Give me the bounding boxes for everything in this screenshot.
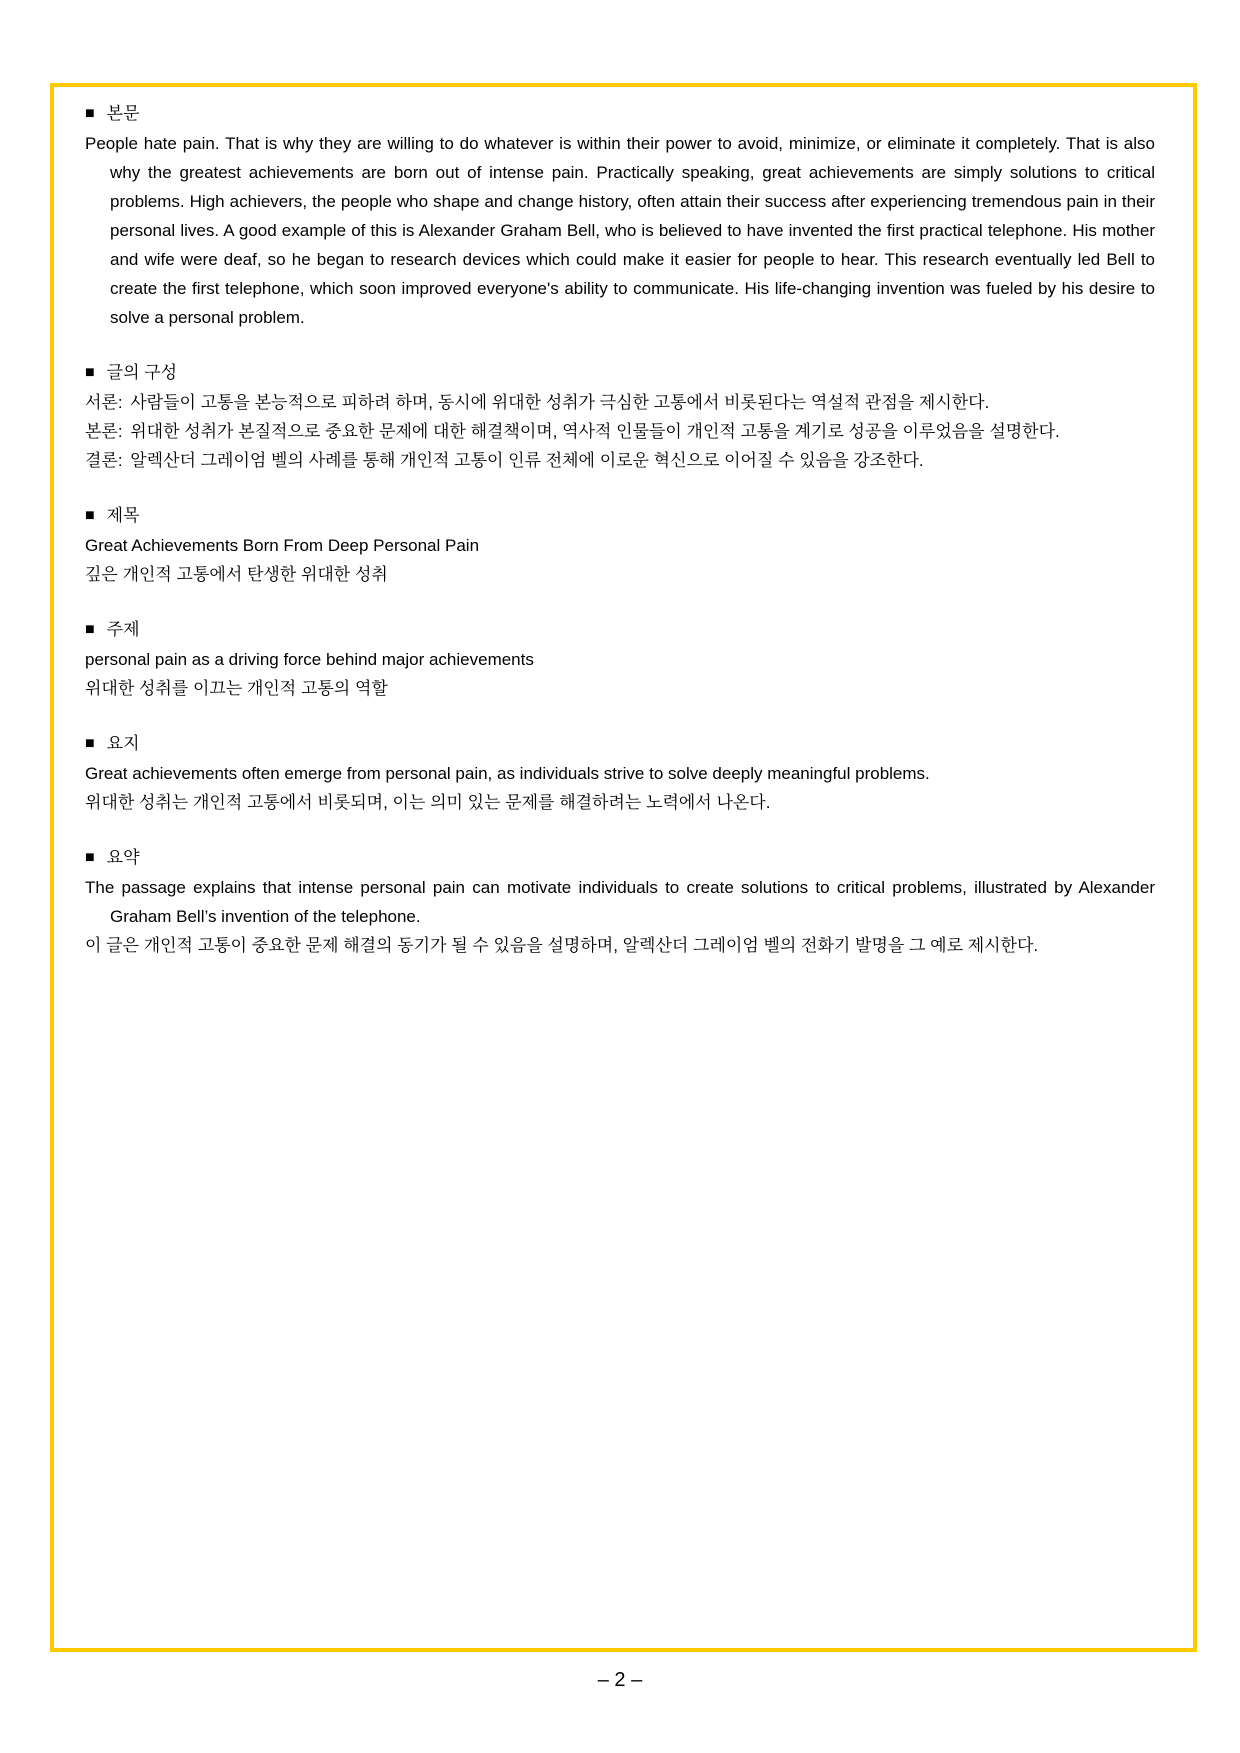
gist-korean: 위대한 성취는 개인적 고통에서 비롯되며, 이는 의미 있는 문제를 해결하려는 노력에서 나온다. — [85, 793, 771, 812]
title-heading — [85, 501, 1155, 531]
structure-item-conclusion-label: 결론: — [85, 451, 123, 470]
gist-heading — [85, 729, 1155, 759]
square-bullet-icon: ■ — [85, 364, 95, 381]
section-gist — [85, 729, 1155, 817]
square-bullet-icon: ■ — [85, 621, 95, 638]
summary-heading — [85, 843, 1155, 873]
structure-item-intro-text: 사람들이 고통을 본능적으로 피하려 하며, 동시에 위대한 성취가 극심한 고통에서 비롯된다는 역설적 관점을 제시한다. — [130, 393, 990, 412]
section-structure — [85, 358, 1155, 475]
passage-text: People hate pain. That is why they are willing to do whatever is within their power to avoid, minimize, or eliminate it completely. That is also why the greatest achievements are born out of intense pain. Practically speaking, great achievements are simply solutions to critical problems. High achievers, the people who shape and change history, often attain their success after experiencing tremendous pain in their personal lives. A good example of this is Alexander Graham Bell, who is believed to have invented the first practical telephone. His mother and wife were deaf, so he began to research devices which could make it easier for people to hear. This research eventually led Bell to create the first telephone, which soon improved everyone's ability to communicate. His life-changing invention was fueled by his desire to solve a personal problem. — [85, 134, 1155, 327]
structure-item-intro-label: 서론: — [85, 393, 123, 412]
page-number: – 2 – — [597, 1669, 643, 1691]
topic-heading-label: 주제 — [106, 620, 140, 639]
summary-english: The passage explains that intense personal pain can motivate individuals to create solutions to critical problems, illustrated by Alexander Graham Bell’s invention of the telephone. — [85, 878, 1155, 926]
gist-heading-label: 요지 — [106, 734, 140, 753]
structure-item-body-label: 본론: — [85, 422, 123, 441]
structure-item-body-text: 위대한 성취가 본질적으로 중요한 문제에 대한 해결책이며, 역사적 인물들이 개인적 고통을 계기로 성공을 이루었음을 설명한다. — [130, 422, 1060, 441]
square-bullet-icon: ■ — [85, 105, 95, 122]
structure-item-conclusion-text: 알렉산더 그레이엄 벨의 사례를 통해 개인적 고통이 인류 전체에 이로운 혁신으로 이어질 수 있음을 강조한다. — [130, 451, 924, 470]
structure-heading — [85, 358, 1155, 388]
section-passage — [85, 99, 1155, 332]
structure-item-intro — [85, 388, 1155, 417]
structure-item-conclusion — [85, 446, 1155, 475]
topic-heading — [85, 615, 1155, 645]
structure-heading-label: 글의 구성 — [106, 363, 178, 382]
structure-item-body — [85, 417, 1155, 446]
square-bullet-icon: ■ — [85, 507, 95, 524]
title-korean: 깊은 개인적 고통에서 탄생한 위대한 성취 — [85, 565, 388, 584]
passage-heading — [85, 99, 1155, 129]
topic-english: personal pain as a driving force behind major achievements — [85, 650, 534, 669]
passage-heading-label: 본문 — [106, 104, 140, 123]
content-frame — [50, 83, 1197, 1652]
square-bullet-icon: ■ — [85, 849, 95, 866]
title-heading-label: 제목 — [106, 506, 140, 525]
section-title — [85, 501, 1155, 589]
summary-heading-label: 요약 — [106, 848, 140, 867]
summary-korean: 이 글은 개인적 고통이 중요한 문제 해결의 동기가 될 수 있음을 설명하며, 알렉산더 그레이엄 벨의 전화기 발명을 그 예로 제시한다. — [85, 936, 1039, 955]
section-summary — [85, 843, 1155, 960]
title-english: Great Achievements Born From Deep Personal Pain — [85, 536, 480, 555]
gist-english: Great achievements often emerge from personal pain, as individuals strive to solve deeply meaningful problems. — [85, 764, 930, 783]
topic-korean: 위대한 성취를 이끄는 개인적 고통의 역할 — [85, 679, 388, 698]
square-bullet-icon: ■ — [85, 735, 95, 752]
section-topic — [85, 615, 1155, 703]
